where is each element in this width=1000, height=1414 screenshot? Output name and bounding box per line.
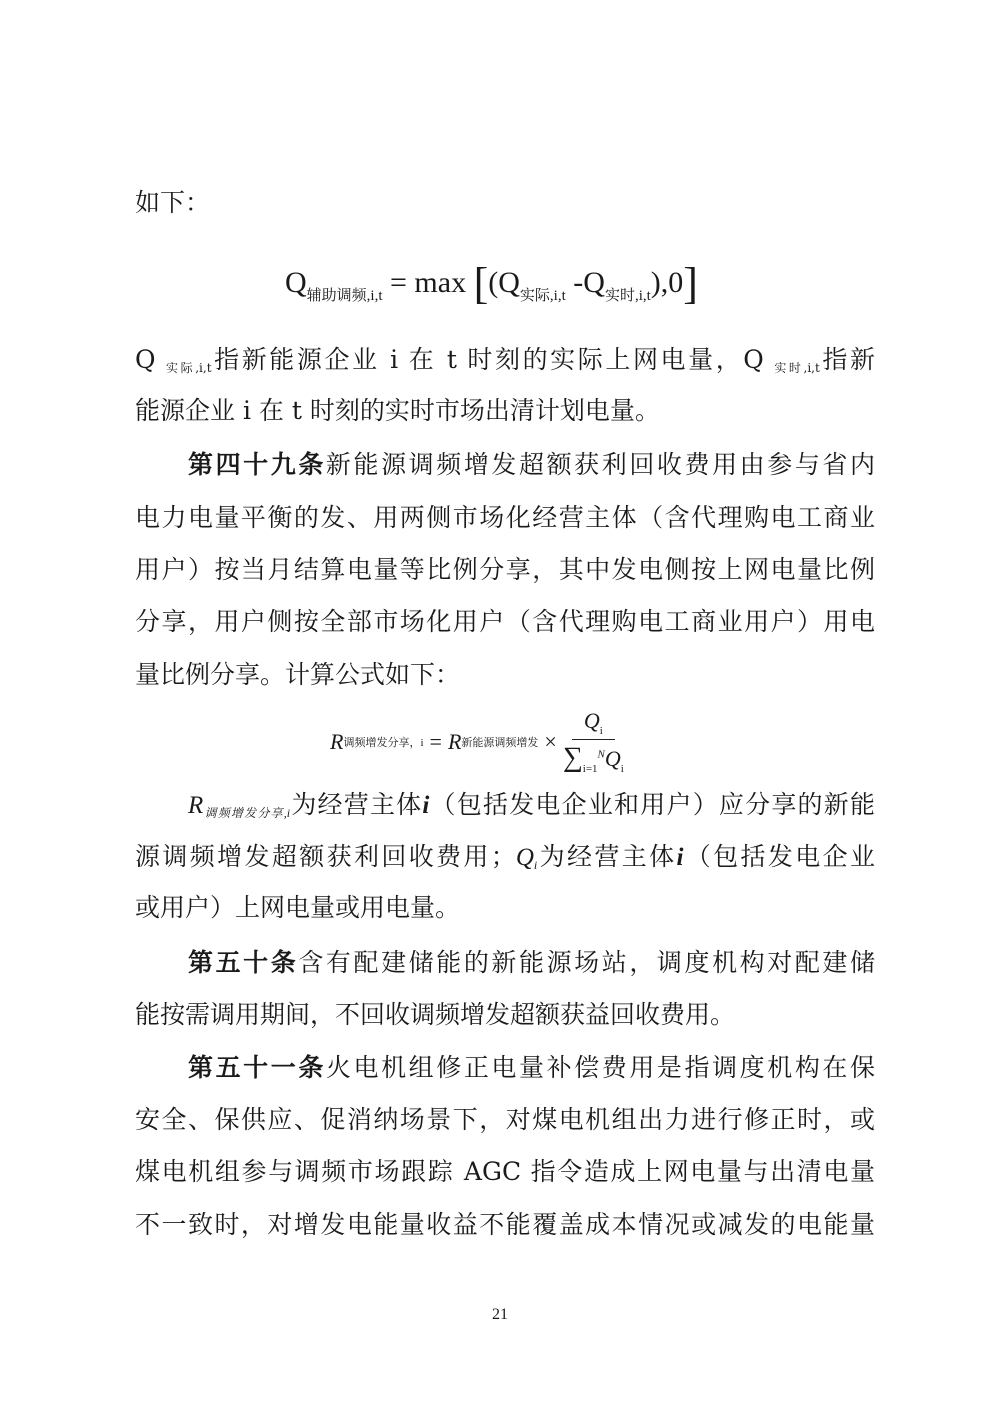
symbol: R [188, 792, 204, 819]
subscript: i [620, 763, 624, 775]
text-line [188, 788, 875, 830]
subscript: 实际,i,t [519, 288, 566, 304]
symbol: Q [583, 266, 605, 299]
formula-aux-freq [285, 258, 698, 309]
bracket: ] [683, 259, 698, 308]
text-line [135, 840, 875, 882]
article-heading: 第四十九条 [188, 450, 326, 479]
symbol: Q [285, 266, 307, 299]
article-heading: 第五十条 [188, 948, 299, 977]
symbol: Q [498, 266, 520, 299]
symbol: R [330, 728, 344, 754]
article-heading: 第五十一条 [188, 1053, 326, 1082]
operator: × [544, 728, 557, 754]
text-line: 安全、保供应、促消纳场景下，对煤电机组出力进行修正时，或 [135, 1105, 875, 1134]
operator: = max [390, 266, 467, 299]
subscript: i [599, 725, 603, 737]
symbol: R [447, 728, 462, 754]
symbol: Q [515, 844, 534, 871]
text-line: 煤电机组参与调频市场跟踪 AGC 指令造成上网电量与出清电量 [135, 1157, 875, 1186]
subscript: 实时,i,t [774, 361, 820, 375]
text: 指新 [819, 345, 875, 374]
text: 含有配建储能的新能源场站，调度机构对配建储 [298, 948, 875, 977]
sum-symbol: ∑ [562, 742, 583, 773]
numerator [572, 708, 615, 740]
subscript: 新能源调频增发 [461, 736, 539, 749]
paren: ),0 [650, 266, 684, 299]
paren: ( [488, 266, 499, 299]
page-number: 21 [492, 1306, 508, 1323]
text-line: 不一致时，对增发电能量收益不能覆盖成本情况或减发的电能量 [135, 1210, 875, 1239]
text-line: 电力电量平衡的发、用两侧市场化经营主体（含代理购电工商业 [135, 503, 875, 532]
text: 火电机组修正电量补偿费用是指调度机构在保 [325, 1053, 875, 1082]
subscript: i [533, 858, 538, 872]
subscript: 辅助调频,i,t [306, 288, 383, 304]
text-line: 用户）按当月结算电量等比例分享，其中发电侧按上网电量比例 [135, 555, 875, 584]
text-line: 量比例分享。计算公式如下： [135, 660, 461, 689]
subscript: i=1 [582, 763, 598, 775]
subscript: 调频增发分享，i [343, 736, 424, 749]
text-line: 能按需调用期间，不回收调频增发超额获益回收费用。 [135, 1000, 736, 1029]
text-line [135, 343, 875, 385]
text: 为经营主体 [537, 842, 677, 871]
text: 为经营主体 [290, 790, 423, 819]
superscript: N [597, 748, 605, 761]
formula-share [330, 708, 624, 775]
text-line: 分享，用户侧按全部市场化用户（含代理购电工商业用户）用电 [135, 607, 875, 636]
symbol: i [676, 844, 684, 871]
fraction [563, 708, 624, 775]
article-49 [188, 448, 875, 482]
operator: - [573, 266, 584, 299]
denominator [563, 740, 624, 775]
text: （包括发电企业 [683, 842, 875, 871]
subscript: 实时,i,t [604, 288, 651, 304]
article-50 [188, 946, 875, 980]
symbol: i [422, 792, 430, 819]
symbol: Q [135, 345, 156, 374]
operator: = [429, 728, 442, 754]
text: （包括发电企业和用户）应分享的新能 [429, 790, 875, 819]
text-line: 如下： [135, 188, 211, 217]
symbol: Q [583, 708, 600, 733]
text: 新能源调频增发超额获利回收费用由参与省内 [325, 450, 875, 479]
bracket: [ [473, 259, 489, 308]
subscript: 调频增发分享,i [203, 806, 291, 820]
text: 指新能源企业 i 在 t 时刻的实际上网电量，Q [211, 345, 764, 374]
article-51 [188, 1051, 875, 1085]
text-line: 或用户）上网电量或用电量。 [135, 893, 461, 922]
subscript: 实际,i,t [166, 361, 212, 375]
text: 源调频增发超额获利回收费用； [135, 842, 516, 871]
text-line: 能源企业 i 在 t 时刻的实时市场出清计划电量。 [135, 396, 660, 425]
symbol: Q [604, 746, 621, 771]
